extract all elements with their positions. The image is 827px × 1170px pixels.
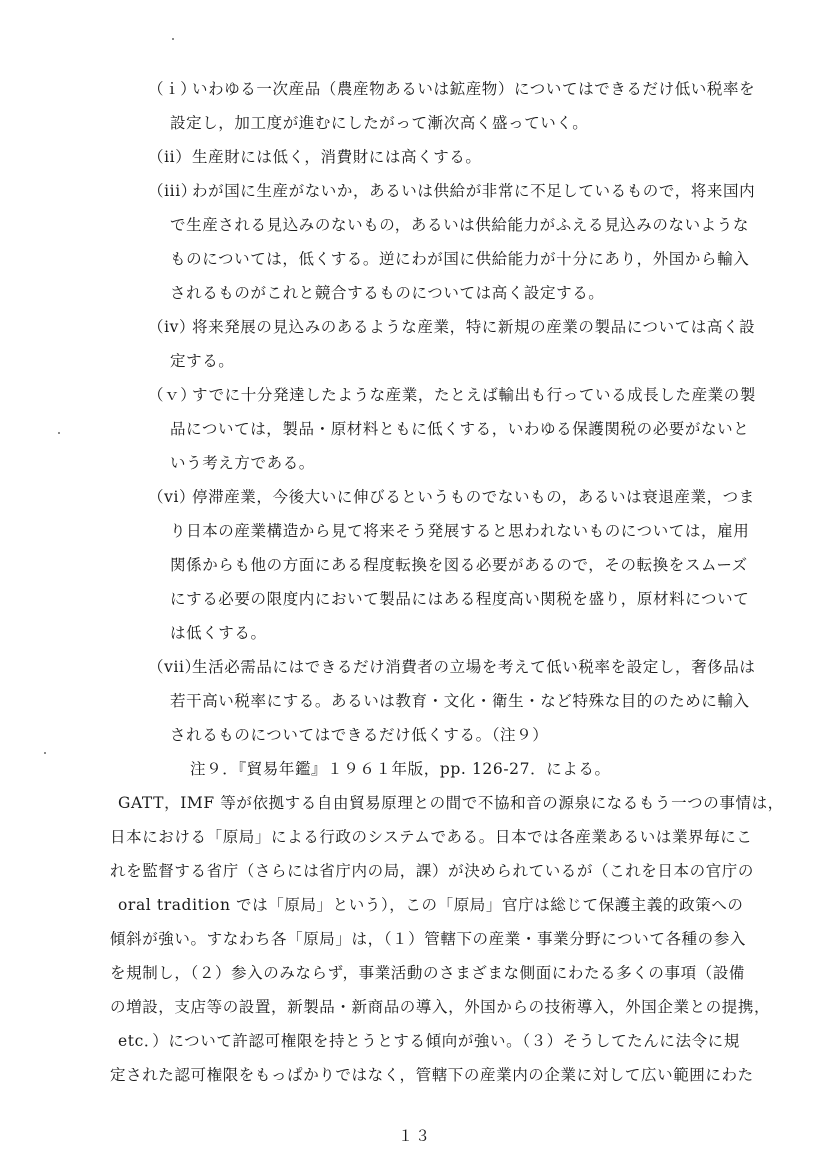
list-item-line: いう考え方である。: [170, 454, 315, 472]
scan-speck: [58, 432, 60, 434]
list-item-line: 品については，製品・原材料ともに低くする，いわゆる保護関税の必要がないと: [170, 420, 750, 438]
list-marker: （vi）: [148, 488, 196, 506]
list-item-line: 将来発展の見込みのあるような産業，特に新規の産業の製品については高く設: [192, 318, 756, 336]
paragraph-line: を規制し，（２）参入のみならず，事業活動のさまざまな側面にわたる多くの事項（設備: [110, 964, 746, 982]
paragraph-line: oral tradition では「原局」という），この「原局」官庁は総じて保護主義的政策への: [118, 896, 744, 914]
list-item-line: 設定し，加工度が進むにしたがって漸次高く盛っていく。: [170, 114, 589, 132]
list-item-line: にする必要の限度内において製品にはある程度高い関税を盛り，原材料について: [170, 590, 750, 608]
list-item-line: すでに十分発達したような産業，たとえば輸出も行っている成長した産業の製: [192, 386, 756, 404]
list-item-line: は低くする。: [170, 624, 267, 642]
scan-speck: [44, 752, 46, 754]
list-item-line: ものについては，低くする。逆にわが国に供給能力が十分にあり，外国から輸入: [170, 250, 750, 268]
paragraph-line: 日本における「原局」による行政のシステムである。日本では各産業あるいは業界毎にこ: [110, 828, 753, 846]
list-marker: （iii）: [148, 182, 197, 200]
paragraph-line: 定された認可権限をもっぱかりではなく，管轄下の産業内の企業に対して広い範囲にわた: [110, 1066, 754, 1084]
list-item-line: 停滞産業，今後大いに伸びるというものでないもの，あるいは衰退産業，つま: [192, 488, 755, 506]
list-item-line: で生産される見込みのないもの，あるいは供給能力がふえる見込みのないような: [170, 216, 749, 234]
paragraph-line: の増設，支店等の設置，新製品・新商品の導入，外国からの技術導入，外国企業との提携，: [110, 998, 771, 1016]
page-number: １３: [398, 1127, 433, 1145]
list-marker: （vii）: [148, 658, 201, 676]
list-item-line: 生活必需品にはできるだけ消費者の立場を考えて低い税率を設定し，奢侈品は: [192, 658, 756, 676]
list-item-line: いわゆる一次産品（農産物あるいは鉱産物）についてはできるだけ低い税率を: [192, 80, 756, 98]
paragraph-line: れを監督する省庁（さらには省庁内の局，課）が決められているが（これを日本の官庁の: [110, 862, 755, 880]
list-item-line: 関係からも他の方面にある程度転換を図る必要があるので，その転換をスムーズ: [170, 556, 748, 574]
paragraph-line: etc．）について許認可権限を持とうとする傾向が強い。（３）そうしてたんに法令に規: [118, 1032, 740, 1050]
list-item-line: されるものについてはできるだけ低くする。（注９）: [170, 726, 549, 744]
list-item-line: 若干高い税率にする。あるいは教育・文化・衛生・など特殊な目的のために輸入: [170, 692, 750, 710]
paragraph-line: GATT，IMF 等が依拠する自由貿易原理との間で不協和音の源泉になるもう一つの事情は，: [118, 794, 784, 812]
list-item-line: り日本の産業構造から見て将来そう発展すると思われないものについては，雇用: [170, 522, 750, 540]
list-item-line: わが国に生産がないか，あるいは供給が非常に不足しているもので，将来国内: [192, 182, 756, 200]
list-marker: （ii）: [148, 148, 192, 166]
footnote: 注９．『貿易年鑑』１９６１年版，pp. 126-27．による。: [190, 760, 611, 778]
paragraph-line: 傾斜が強い。すなわち各「原局」は，（１）管轄下の産業・事業分野について各種の参入: [110, 930, 746, 948]
list-marker: （ｖ）: [148, 386, 197, 404]
scan-speck: [172, 38, 174, 40]
list-item-line: 生産財には低く，消費財には高くする。: [192, 148, 482, 166]
list-item-line: 定する。: [170, 352, 235, 370]
list-item-line: されるものがこれと競合するものについては高く設定する。: [170, 284, 605, 302]
list-marker: （iv）: [148, 318, 196, 336]
list-marker: （ｉ）: [148, 80, 197, 98]
